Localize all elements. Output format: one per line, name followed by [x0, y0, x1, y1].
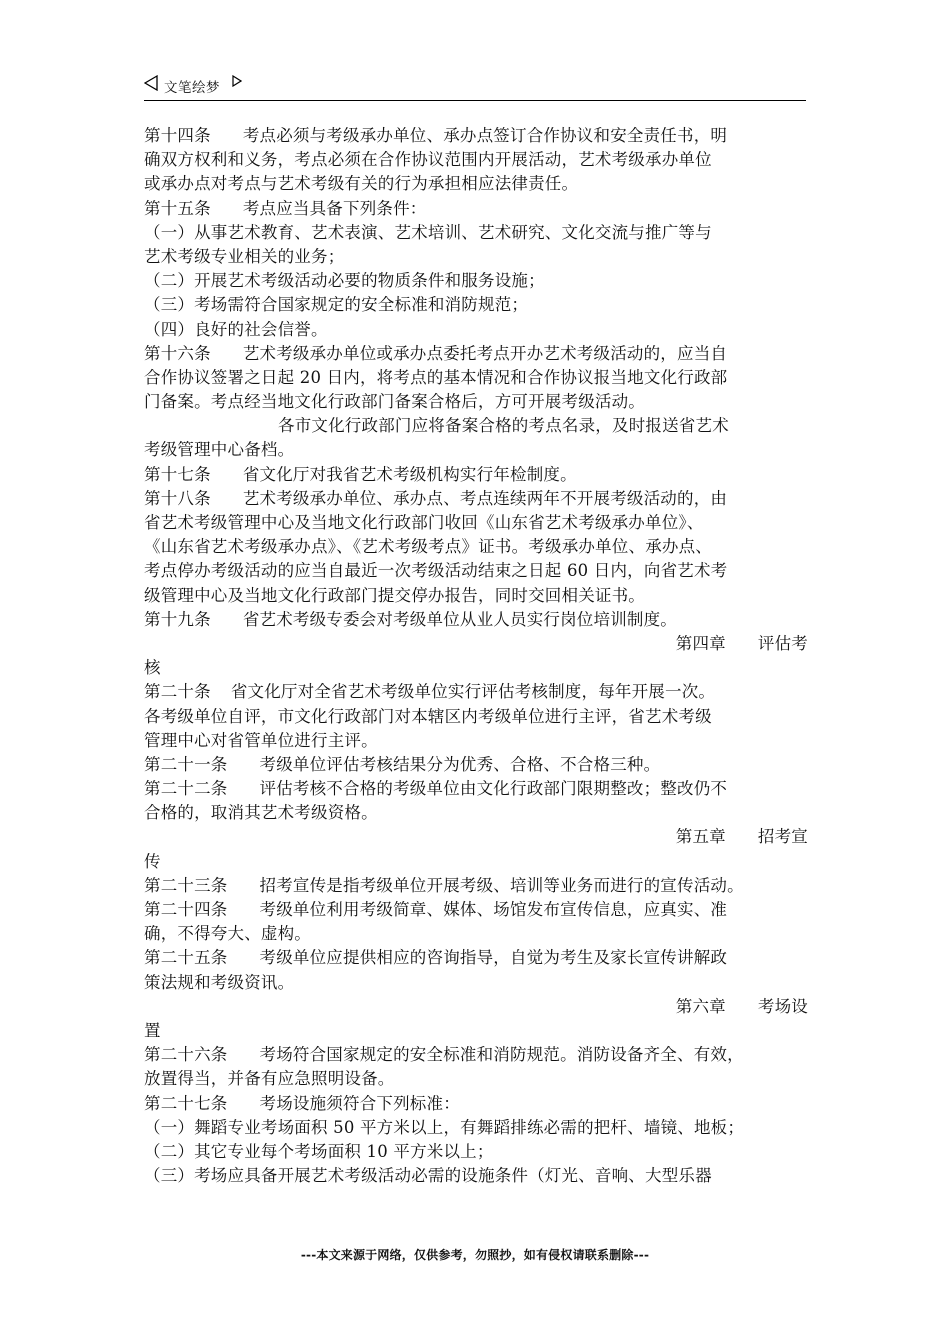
text-line: 合作协议签署之日起 20 日内，将考点的基本情况和合作协议报当地文化行政部 — [144, 367, 728, 387]
text-line — [144, 463, 816, 487]
article-number: 第十九条 — [144, 609, 211, 629]
triangle-right-icon — [232, 75, 242, 87]
text-line — [144, 342, 816, 366]
text-line: 确，不得夸大、虚构。 — [144, 924, 311, 944]
text-line: 放置得当，并备有应急照明设备。 — [144, 1069, 395, 1089]
article-text: 考场符合国家规定的安全标准和消防规范。消防设备齐全、有效， — [259, 1045, 744, 1065]
text-line — [144, 680, 816, 704]
triangle-left-icon — [144, 75, 158, 91]
header-brand: 文笔绘梦 — [164, 80, 220, 96]
chapter-heading — [144, 825, 816, 849]
text-line: 艺术考级专业相关的业务； — [144, 246, 345, 266]
chapter-heading — [144, 995, 816, 1019]
text-line: （一）从事艺术教育、艺术表演、艺术培训、艺术研究、文化交流与推广等与 — [144, 222, 712, 242]
article-text: 考级单位利用考级简章、媒体、场馆发布宣传信息，应真实、准 — [259, 900, 728, 919]
text-line — [144, 874, 816, 898]
article-text: 考点应当具备下列条件： — [242, 198, 427, 218]
chapter-number: 第六章 — [675, 996, 726, 1016]
text-line: 各考级单位自评，市文化行政部门对本辖区内考级单位进行主评，省艺术考级 — [144, 706, 712, 726]
text-line: （二）开展艺术考级活动必要的物质条件和服务设施； — [144, 271, 545, 291]
article-number: 第二十条 — [144, 682, 211, 702]
article-text: 招考宣传是指考级单位开展考级、培训等业务而进行的宣传活动。 — [259, 875, 744, 895]
article-text: 考级单位评估考核结果分为优秀、合格、不合格三种。 — [259, 754, 661, 774]
text-line: （三）考场需符合国家规定的安全标准和消防规范； — [144, 295, 529, 315]
article-text: 省文化厅对全省艺术考级单位实行评估考核制度，每年开展一次。 — [230, 682, 716, 702]
text-line: 置 — [144, 1020, 161, 1040]
article-text: 艺术考级承办单位、承办点、考点连续两年不开展考级活动的，由 — [242, 488, 728, 508]
chapter-title: 评估考 — [757, 633, 808, 653]
text-line — [144, 608, 816, 632]
text-line — [144, 753, 816, 777]
article-text: 评估考核不合格的考级单位由文化行政部门限期整改；整改仍不 — [259, 779, 728, 799]
article-text: 省文化厅对我省艺术考级机构实行年检制度。 — [242, 464, 577, 484]
article-number: 第二十六条 — [144, 1045, 228, 1065]
article-number: 第十五条 — [144, 198, 211, 218]
article-number: 第二十四条 — [144, 900, 228, 919]
text-line — [144, 487, 816, 511]
text-line: 策法规和考级资讯。 — [144, 972, 295, 992]
text-line: 确双方权利和义务，考点必须在合作协议范围内开展活动，艺术考级承办单位 — [144, 150, 712, 170]
chapter-title: 招考宣 — [757, 827, 808, 847]
article-number: 第二十一条 — [144, 754, 228, 774]
text-line — [144, 946, 816, 970]
article-number: 第十七条 — [144, 464, 211, 484]
footer-disclaimer: ---本文来源于网络，仅供参考，勿照抄，如有侵权请联系删除--- — [300, 1248, 650, 1262]
text-line — [144, 777, 816, 801]
page-header — [144, 74, 806, 101]
text-line: 传 — [144, 851, 161, 871]
text-line: 管理中心对省管单位进行主评。 — [144, 730, 378, 750]
article-number: 第二十三条 — [144, 875, 228, 895]
text-line: （一）舞蹈专业考场面积 50 平方米以上，有舞蹈排练必需的把杆、墙镜、地板； — [144, 1117, 745, 1137]
text-line: 《山东省艺术考级承办点》、《艺术考级考点》证书。考级承办单位、承办点、 — [144, 537, 712, 557]
article-text: 艺术考级承办单位或承办点委托考点开办艺术考级活动的，应当自 — [242, 343, 728, 363]
text-line: 或承办点对考点与艺术考级有关的行为承担相应法律责任。 — [144, 174, 579, 194]
article-number: 第二十二条 — [144, 779, 228, 799]
chapter-number: 第四章 — [675, 633, 726, 653]
article-number: 第十四条 — [144, 126, 211, 145]
text-line — [144, 1092, 816, 1116]
chapter-number: 第五章 — [675, 827, 726, 847]
text-line: 合格的，取消其艺术考级资格。 — [144, 803, 378, 823]
text-line: （四）良好的社会信誉。 — [144, 319, 328, 339]
text-line: 省艺术考级管理中心及当地文化行政部门收回《山东省艺术考级承办单位》、 — [144, 513, 704, 532]
article-text: 考点必须与考级承办单位、承办点签订合作协议和安全责任书，明 — [242, 126, 728, 145]
text-line — [144, 898, 816, 922]
text-line: （三）考场应具备开展艺术考级活动必需的设施条件（灯光、音响、大型乐器 — [144, 1166, 712, 1186]
article-text: 考场设施须符合下列标准： — [259, 1093, 460, 1113]
text-line: 核 — [144, 658, 161, 678]
article-number: 第二十五条 — [144, 948, 228, 968]
text-line: （二）其它专业每个考场面积 10 平方米以上； — [144, 1141, 494, 1161]
document-body — [144, 124, 816, 1188]
article-number: 第十八条 — [144, 488, 211, 508]
text-line: 门备案。考点经当地文化行政部门备案合格后，方可开展考级活动。 — [144, 392, 645, 412]
article-text: 考级单位应提供相应的咨询指导，自觉为考生及家长宣传讲解政 — [259, 948, 728, 968]
text-line — [144, 197, 816, 221]
chapter-title: 考场设 — [757, 996, 808, 1016]
text-line: 考级管理中心备档。 — [144, 440, 295, 460]
article-number: 第二十七条 — [144, 1093, 228, 1113]
text-line: 各市文化行政部门应将备案合格的考点名录，及时报送省艺术 — [278, 416, 729, 436]
text-line — [144, 1043, 816, 1067]
text-line: 级管理中心及当地文化行政部门提交停办报告，同时交回相关证书。 — [144, 585, 645, 605]
article-text: 省艺术考级专委会对考级单位从业人员实行岗位培训制度。 — [242, 609, 678, 629]
text-line: 考点停办考级活动的应当自最近一次考级活动结束之日起 60 日内，向省艺术考 — [144, 561, 728, 581]
article-number: 第十六条 — [144, 343, 211, 363]
chapter-heading — [144, 632, 816, 656]
text-line — [144, 124, 816, 148]
